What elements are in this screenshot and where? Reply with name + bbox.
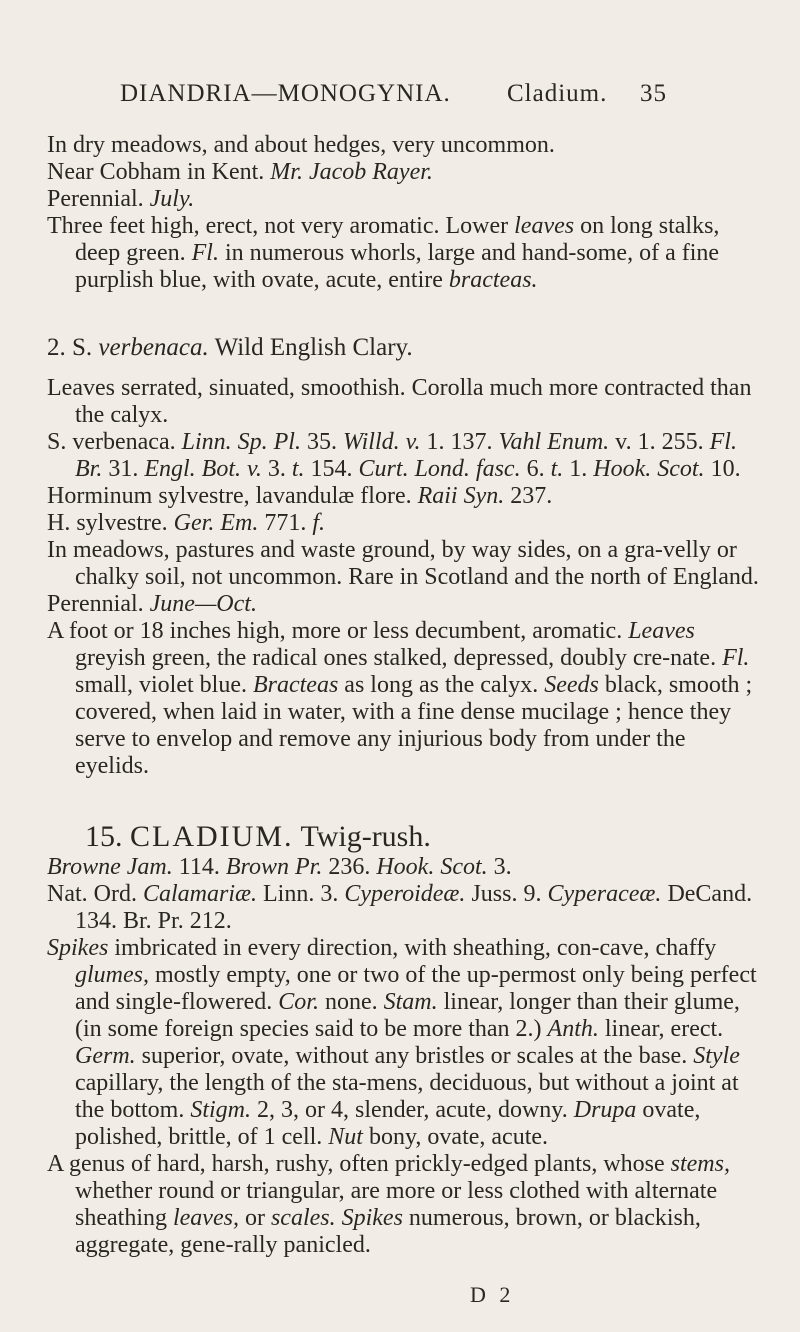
page-number: 35: [640, 80, 667, 107]
habitat-line: In dry meadows, and about hedges, very uncommon.: [47, 132, 555, 158]
species-heading: 2. S. verbenaca. Wild English Clary.: [47, 334, 413, 361]
synonym-line-1: S. verbenaca. Linn. Sp. Pl. 35. Willd. v. 1. 137. Vahl Enum. v. 1. 255. Fl. Br. 31. Engl. Bot. v. 3. t. 154. Curt. Lond. fasc. 6. t. 1. Hook. Scot. 10.: [47, 429, 741, 482]
header-title: DIANDRIA—MONOGYNIA.: [120, 80, 451, 107]
genus-remarks: A genus of hard, harsh, rushy, often prickly-edged plants, whose stems, whether round or triangular, are more or less clothed with alternate sheathing leaves, or scales. Spikes numerous, brown, or blackish, aggregate, gene-rally panicled.: [47, 1151, 730, 1258]
description-paragraph: Three feet high, erect, not very aromatic. Lower leaves on long stalks, deep green. Fl. in numerous whorls, large and hand-some, of a fine purplish blue, with ovate, acute, entire bracteas.: [47, 213, 720, 293]
header-genus: Cladium.: [507, 80, 608, 107]
page-body: [47, 132, 759, 1259]
synonym-line-2: Horminum sylvestre, lavandulæ flore. Raii Syn. 237.: [47, 483, 553, 509]
species-duration: Perennial. June—Oct.: [47, 591, 257, 617]
natural-order-line: Nat. Ord. Calamariæ. Linn. 3. Cyperoideæ. Juss. 9. Cyperaceæ. DeCand. 134. Br. Pr. 212.: [47, 881, 753, 934]
signature-mark: D 2: [470, 1282, 515, 1307]
generic-characters: Spikes imbricated in every direction, with sheathing, con-cave, chaffy glumes, mostly empty, one or two of the up-permost only being perfect and single-flowered. Cor. none. Stam. linear, longer than their glume, (in some foreign species said to be more than 2.) Anth. linear, erect. Germ. superior, ovate, without any bristles or scales at the base. Style capillary, the length of the sta-mens, deciduous, but without a joint at the bottom. Stigm. 2, 3, or 4, slender, acute, downy. Drupa ovate, polished, brittle, of 1 cell. Nut bony, ovate, acute.: [47, 935, 757, 1150]
genus-references: Browne Jam. 114. Brown Pr. 236. Hook. Scot. 3.: [47, 854, 512, 880]
genus-heading: 15. CLADIUM. Twig-rush.: [85, 820, 431, 853]
locality-line: Near Cobham in Kent. Mr. Jacob Rayer.: [47, 159, 433, 185]
species-diagnosis: Leaves serrated, sinuated, smoothish. Corolla much more contracted than the calyx.: [47, 375, 752, 428]
species-habitat: In meadows, pastures and waste ground, by way sides, on a gra-velly or chalky soil, not uncommon. Rare in Scotland and the north of England.: [47, 537, 759, 590]
duration-line: Perennial. July.: [47, 186, 195, 212]
species-description: A foot or 18 inches high, more or less decumbent, aromatic. Leaves greyish green, the radical ones stalked, depressed, doubly cre-nate. Fl. small, violet blue. Bracteas as long as the calyx. Seeds black, smooth ; covered, when laid in water, with a fine dense mucilage ; hence they serve to envelop and remove any injurious body from under the eyelids.: [47, 618, 753, 779]
synonym-line-3: H. sylvestre. Ger. Em. 771. f.: [47, 510, 325, 536]
